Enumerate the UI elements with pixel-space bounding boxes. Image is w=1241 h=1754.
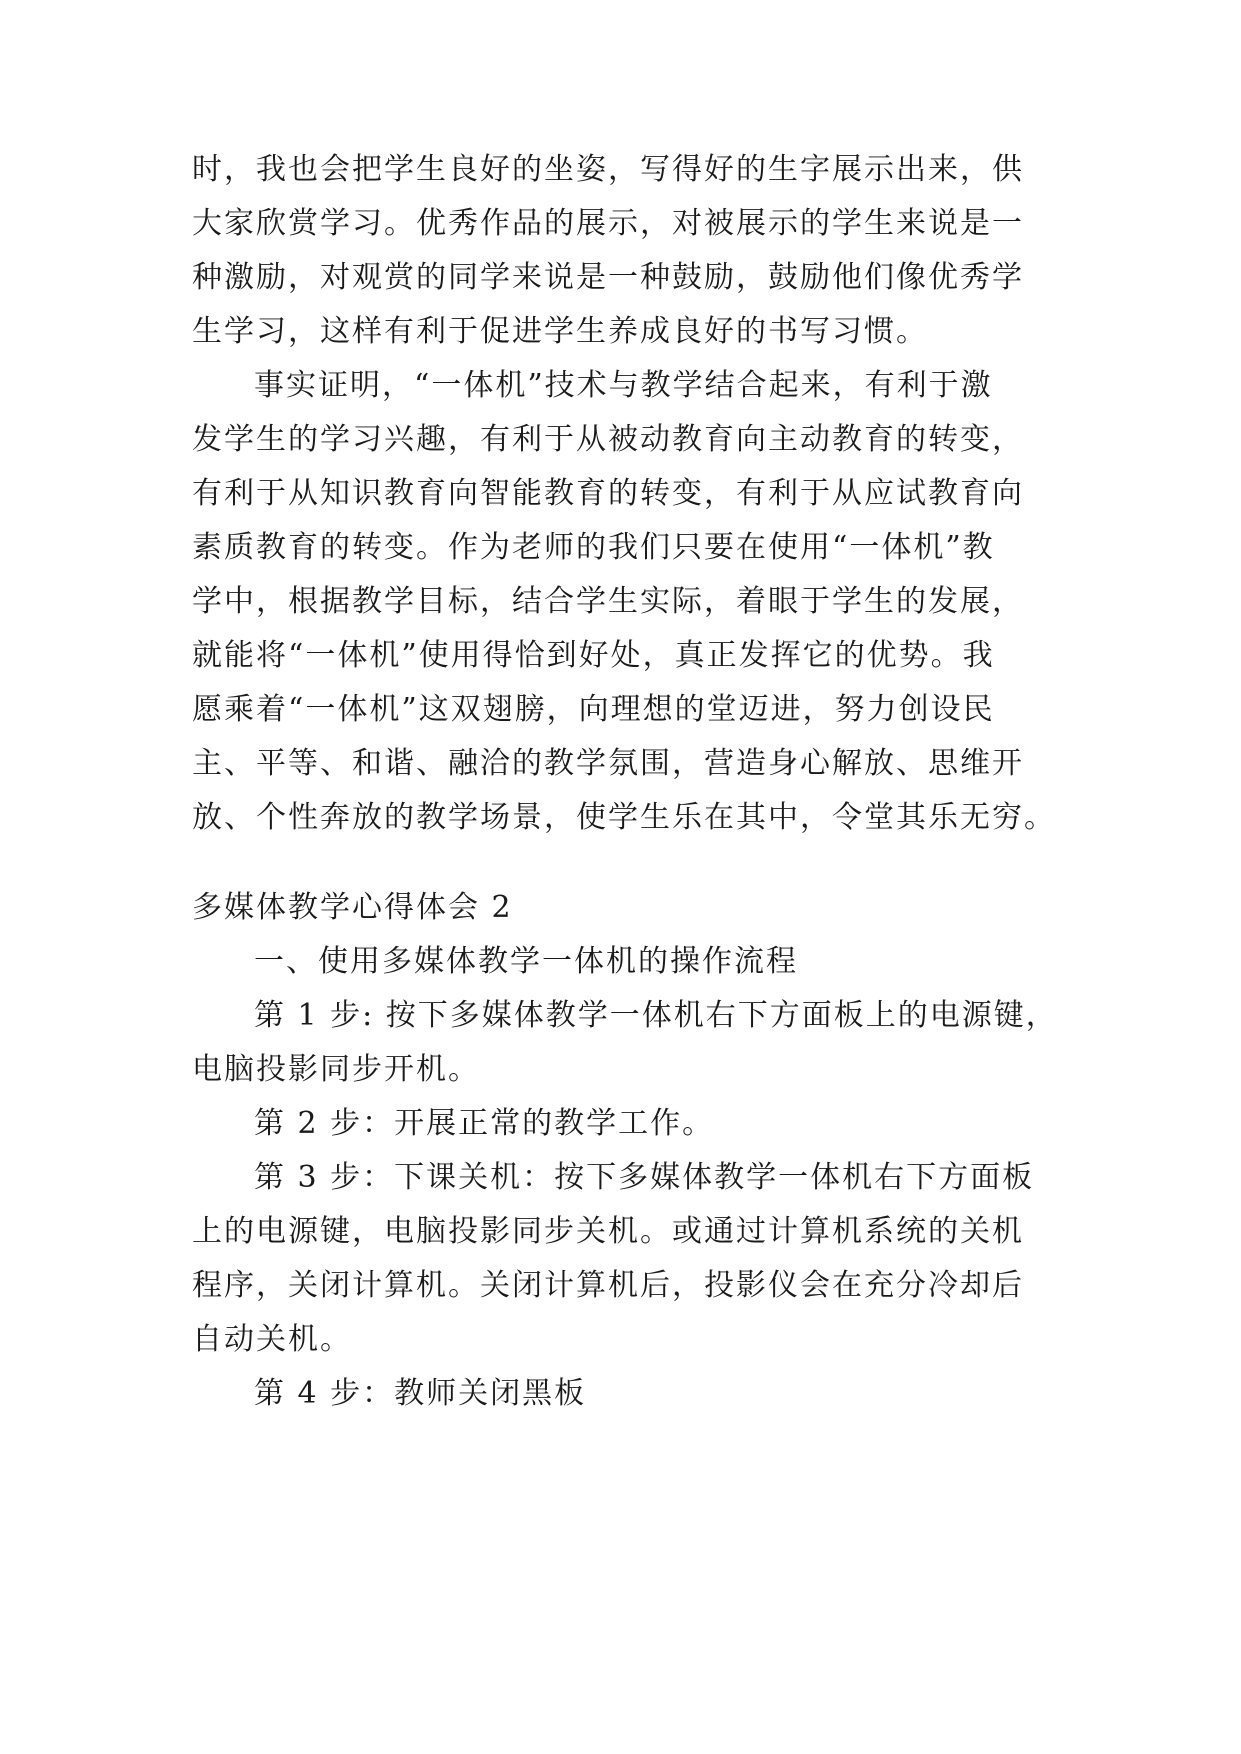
step-line: 第 4 步：教师关闭黑板: [254, 1376, 587, 1411]
step-line: 程序，关闭计算机。关闭计算机后，投影仪会在充分冷却后: [192, 1268, 1024, 1303]
paragraph-line: 学中，根据教学目标，结合学生实际，着眼于学生的发展，: [192, 584, 1024, 619]
paragraph-line: 大家欣赏学习。优秀作品的展示，对被展示的学生来说是一: [192, 206, 1024, 241]
step-line: 第 3 步：下课关机：按下多媒体教学一体机右下方面板: [254, 1160, 1035, 1195]
step-line: 第 2 步：开展正常的教学工作。: [254, 1106, 715, 1141]
paragraph-line: 愿乘着“一体机”这双翅膀，向理想的堂迈进，努力创设民: [192, 692, 995, 727]
section-title: 多媒体教学心得体会 2: [192, 890, 513, 925]
paragraph-line: 发学生的学习兴趣，有利于从被动教育向主动教育的转变，: [192, 422, 1024, 457]
paragraph-line: 放、个性奔放的教学场景，使学生乐在其中，令堂其乐无穷。: [192, 800, 1056, 835]
paragraph-line: 素质教育的转变。作为老师的我们只要在使用“一体机”教: [192, 530, 995, 565]
paragraph-line: 主、平等、和谐、融洽的教学氛围，营造身心解放、思维开: [192, 746, 1024, 781]
paragraph-line: 有利于从知识教育向智能教育的转变，有利于从应试教育向: [192, 476, 1024, 511]
paragraph-line: 生学习，这样有利于促进学生养成良好的书写习惯。: [192, 314, 928, 349]
paragraph-line: 就能将“一体机”使用得恰到好处，真正发挥它的优势。我: [192, 638, 995, 673]
paragraph-line: 事实证明，“一体机”技术与教学结合起来，有利于激: [254, 368, 993, 403]
step-line: 自动关机。: [192, 1322, 352, 1357]
paragraph-line: 时，我也会把学生良好的坐姿，写得好的生字展示出来，供: [192, 152, 1024, 187]
step-line: 电脑投影同步开机。: [192, 1052, 480, 1087]
paragraph-line: 种激励，对观赏的同学来说是一种鼓励，鼓励他们像优秀学: [192, 260, 1024, 295]
step-line: 上的电源键，电脑投影同步关机。或通过计算机系统的关机: [192, 1214, 1024, 1249]
subheading: 一、使用多媒体教学一体机的操作流程: [254, 944, 798, 979]
step-line: 第 1 步: 按下多媒体教学一体机右下方面板上的电源键，: [254, 998, 1058, 1033]
